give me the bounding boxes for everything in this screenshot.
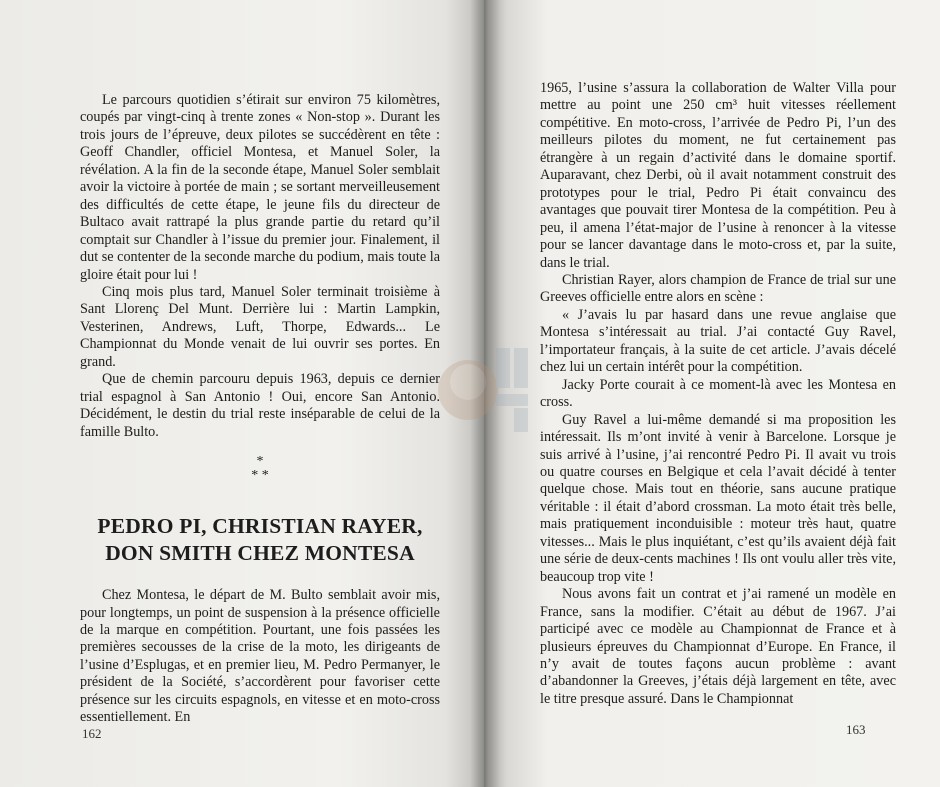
paragraph-contract: Nous avons fait un contrat et j’ai ramené un modèle en France, sans la modifier. C’était au début de 1967. J’ai participé avec ce modèle au Championnat de France et à plusieurs épreuves du Championnat d’Europe. En France, il n’y avait de toutes façons aucun problème : avant d’abandonner la Greeves, j’étais déjà largement en tête, avec le titre presque assuré. Dans le Championnat [540, 586, 896, 707]
section-separator [80, 455, 440, 483]
page-number-right: 163 [846, 722, 866, 737]
chapter-title [80, 513, 440, 567]
right-page [484, 0, 940, 787]
right-text-column [540, 80, 896, 708]
page-number-left: 162 [82, 726, 102, 741]
paragraph-barcelona: Guy Ravel a lui-même demandé si ma proposition les intéressait. Ils m’ont invité à venir à Barcelone. Lorsque je suis arrivé à l’usine, j’ai rencontré Pedro Pi. Il avait vu trois ou quatre courses en Belgique et cela l’avait décidé à tenter quelque chose. Mais tout en théorie, sans aucune pratique véritable : il était d’abord crossman. La moto était très belle, mais pratiquement inconduisible : moteur très haut, quatre vitesses... Mais le plus inquiétant, c’est qu’ils avaient déjà fait une série de deux-cents machines ! Ils ont voulu aller très vite, beaucoup trop vite ! [540, 411, 896, 585]
asterisk-bottom: * * [251, 468, 269, 484]
paragraph-quote-start: « J’avais lu par hasard dans une revue anglaise que Montesa s’intéressait au trial. J’ai contacté Guy Ravel, l’importateur français, à la suite de cet article. J’avais décelé chez lui un certain intérêt pour la compétition. [540, 306, 896, 376]
chapter-title-line-1: PEDRO PI, CHRISTIAN RAYER, [97, 514, 423, 539]
paragraph-rayer-intro: Christian Rayer, alors champion de France de trial sur une Greeves officielle entre alors en scène : [540, 271, 896, 306]
paragraph-soler-third: Cinq mois plus tard, Manuel Soler terminait troisième à Sant Llorenç Del Munt. Derrière lui : Martin Lampkin, Vesterinen, Andrews, Luft, Thorpe, Edwards... Le Championnat du Monde venait de lui ouvrir ses portes. En grand. [80, 283, 440, 370]
asterisk-top: * [256, 454, 264, 470]
paragraph-walter-villa: 1965, l’usine s’assura la collaboration de Walter Villa pour mettre au point une 250 cm³ huit vitesses réellement compétitive. En moto-cross, l’arrivée de Pedro Pi, l’un des meilleurs pilotes du moment, ne fut certainement pas étrangère à un regain d’activité dans le domaine sportif. Auparavant, chez Derbi, où il avait notamment construit des prototypes pour le trial, Pedro Pi était convaincu des avantages que pouvait tirer Montesa de la compétition. Peu à peu, il amena l’état-major de l’usine à renoncer à la vitesse pour se lancer davantage dans le moto-cross et, par la suite, dans le trial. [540, 80, 896, 271]
chapter-title-line-2: DON SMITH CHEZ MONTESA [105, 541, 415, 566]
paragraph-san-antonio: Que de chemin parcouru depuis 1963, depuis ce dernier trial espagnol à San Antonio ! Oui, encore San Antonio. Décidément, le destin du trial reste inséparable de celui de la famille Bulto. [80, 371, 440, 440]
paragraph-course: Le parcours quotidien s’étirait sur environ 75 kilomètres, coupés par vingt-cinq à trente zones « Non-stop ». Durant les trois jours de l’épreuve, deux pilotes se succédèrent en tête : Geoff Chandler, officiel Montesa, et Manuel Soler, la révélation. A la fin de la seconde étape, Manuel Soler semblait avoir la victoire à portée de main ; se sortant merveilleusement des difficultés de cette étape, le jeune fils du directeur de Bultaco avait rattrapé la plus grande partie du retard qu’il comptait sur Chandler à l’issue du premier jour. Finalement, il dut se contenter de la seconde marche du podium, mais toute la gloire était pour lui ! [80, 92, 440, 283]
paragraph-jacky-porte: Jacky Porte courait à ce moment-là avec les Montesa en cross. [540, 376, 896, 411]
paragraph-montesa: Chez Montesa, le départ de M. Bulto semblait avoir mis, pour longtemps, un point de suspension à la présence officielle de la marque en compétition. Pourtant, une fois passées les premières secousses de la crise de la moto, les dirigeants de l’usine d’Esplugas, et en premier lieu, M. Pedro Permanyer, le président de la Société, s’accordèrent pour favoriser cette présence sur les circuits espagnols, en vitesse et en moto-cross essentiellement. En [80, 587, 440, 726]
left-text-column [80, 92, 440, 727]
